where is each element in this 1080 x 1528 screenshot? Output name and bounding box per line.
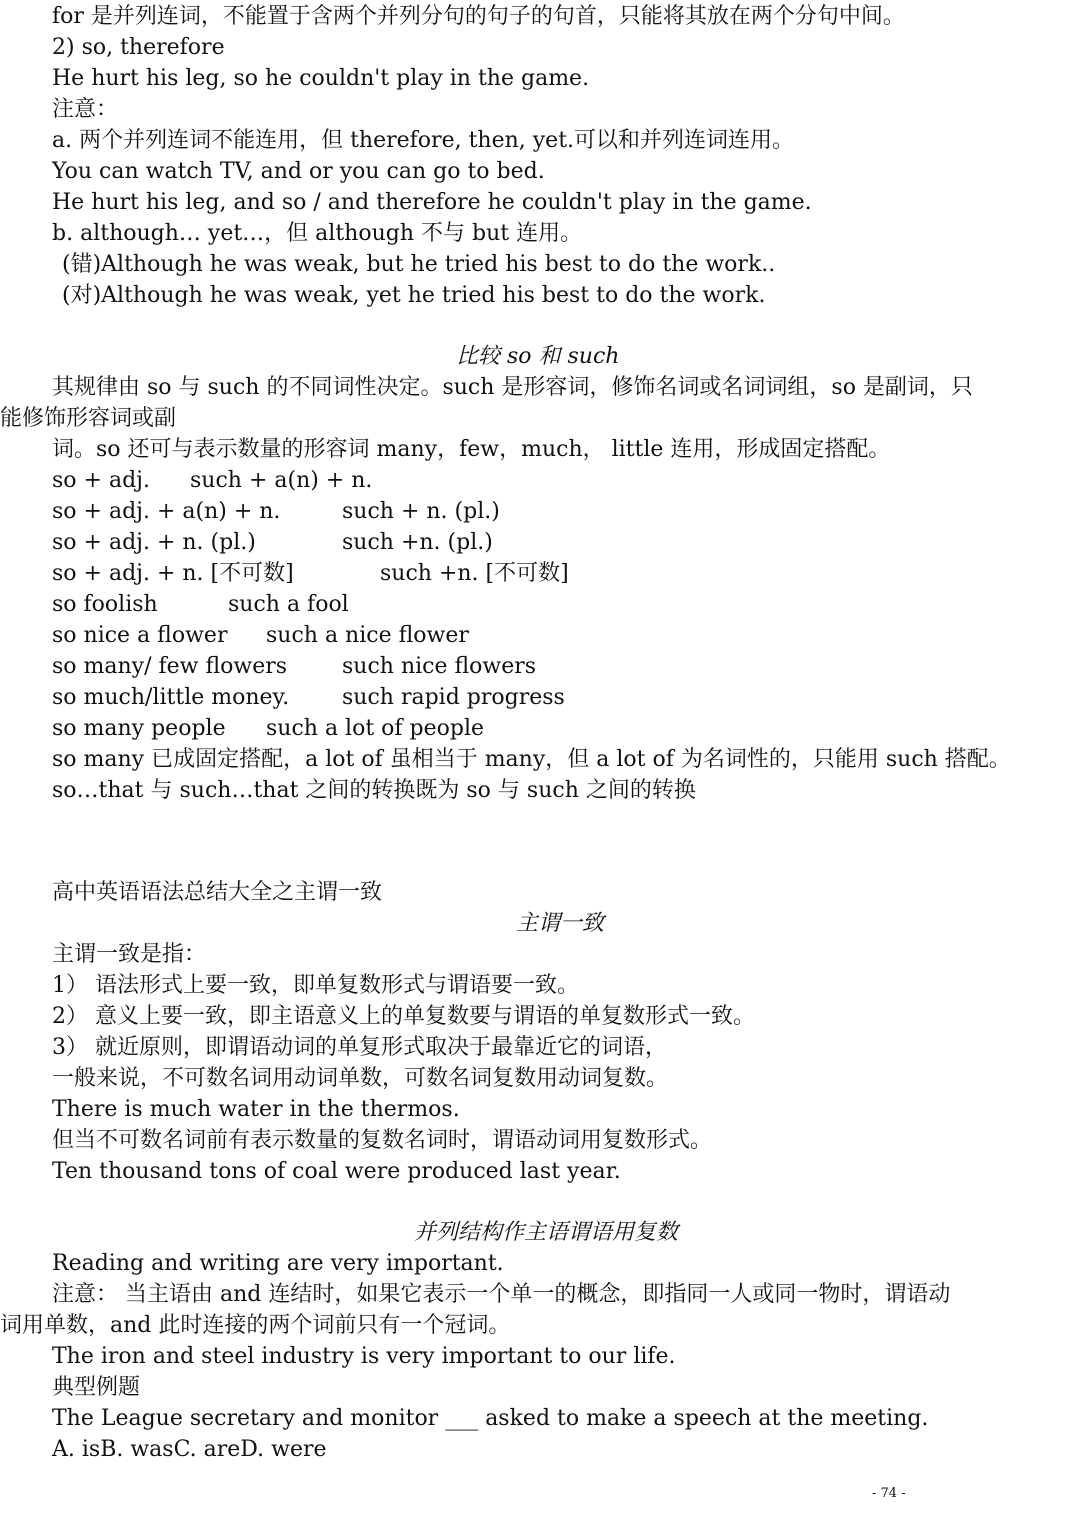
list-item: 3） 就近原则，即谓语动词的单复形式取决于最靠近它的词语， <box>52 1035 667 1060</box>
text-line: He hurt his leg, so he couldn't play in the game. <box>52 66 590 91</box>
example-correct: (对)Although he was weak, yet he tried his best to do the work. <box>62 283 766 308</box>
so-example: so many people <box>52 716 226 741</box>
text-line: 注意： <box>52 97 119 122</box>
so-example: so many/ few flowers <box>52 654 288 679</box>
page-number: - 74 - <box>872 1486 906 1501</box>
such-example: such a lot of people <box>266 716 485 741</box>
note-line: 注意： 当主语由 and 连结时，如果它表示一个单一的概念，即指同一人或同一物时，谓语动 <box>52 1282 951 1307</box>
paragraph-line: 词。so 还可与表示数量的形容词 many，few，much， little 连用，形成固定搭配。 <box>52 437 891 462</box>
such-pattern: such +n. [不可数] <box>380 561 569 586</box>
example-sentence: The iron and steel industry is very important to our life. <box>52 1344 676 1369</box>
section-title-parallel: 并列结构作主语谓语用复数 <box>414 1220 679 1245</box>
text-line: 2) so, therefore <box>52 35 225 60</box>
so-pattern: so + adj. <box>52 468 150 493</box>
subheading: 典型例题 <box>52 1375 141 1400</box>
so-example: so much/little money. <box>52 685 290 710</box>
example-sentence: There is much water in the thermos. <box>52 1097 460 1122</box>
list-item: 2） 意义上要一致，即主语意义上的单复数要与谓语的单复数形式一致。 <box>52 1004 755 1029</box>
paragraph-line: 能修饰形容词或副 <box>0 406 177 431</box>
so-example: so foolish <box>52 592 158 617</box>
text-line: for 是并列连词，不能置于含两个并列分句的句子的句首，只能将其放在两个分句中间。 <box>52 4 905 29</box>
section-title-so-such: 比较 so 和 such <box>456 344 620 369</box>
such-example: such rapid progress <box>342 685 565 710</box>
question-text: The League secretary and monitor ___ asked to make a speech at the meeting. <box>52 1406 929 1431</box>
text-line: You can watch TV, and or you can go to bed. <box>52 159 545 184</box>
chapter-heading: 高中英语语法总结大全之主谓一致 <box>52 880 383 905</box>
text-line: He hurt his leg, and so / and therefore he couldn't play in the game. <box>52 190 812 215</box>
example-sentence: Ten thousand tons of coal were produced last year. <box>52 1159 621 1184</box>
note-line: so many 已成固定搭配，a lot of 虽相当于 many，但 a lot of 为名词性的，只能用 such 搭配。 <box>52 747 1011 772</box>
so-pattern: so + adj. + a(n) + n. <box>52 499 281 524</box>
note-line: so…that 与 such…that 之间的转换既为 so 与 such 之间的转换 <box>52 778 696 803</box>
answer-options: A. isB. wasC. areD. were <box>52 1437 327 1462</box>
note-line: 词用单数，and 此时连接的两个词前只有一个冠词。 <box>0 1313 511 1338</box>
section-title-agreement: 主谓一致 <box>516 911 605 936</box>
such-pattern: such + a(n) + n. <box>190 468 373 493</box>
such-example: such a fool <box>228 592 349 617</box>
so-pattern: so + adj. + n. [不可数] <box>52 561 294 586</box>
such-pattern: such + n. (pl.) <box>342 499 500 524</box>
example-sentence: Reading and writing are very important. <box>52 1251 504 1276</box>
list-item: 1） 语法形式上要一致，即单复数形式与谓语要一致。 <box>52 973 579 998</box>
text-line: 一般来说，不可数名词用动词单数，可数名词复数用动词复数。 <box>52 1066 669 1091</box>
such-example: such nice flowers <box>342 654 537 679</box>
text-line: 但当不可数名词前有表示数量的复数名词时，谓语动词用复数形式。 <box>52 1128 713 1153</box>
so-pattern: so + adj. + n. (pl.) <box>52 530 256 555</box>
so-example: so nice a flower <box>52 623 228 648</box>
such-example: such a nice flower <box>266 623 469 648</box>
text-line: a. 两个并列连词不能连用，但 therefore, then, yet.可以和并列连词连用。 <box>52 128 795 153</box>
text-line: 主谓一致是指： <box>52 942 207 967</box>
text-line: b. although… yet…，但 although 不与 but 连用。 <box>52 221 583 246</box>
example-wrong: (错)Although he was weak, but he tried his best to do the work.. <box>62 252 776 277</box>
paragraph-line: 其规律由 so 与 such 的不同词性决定。such 是形容词，修饰名词或名词词组，so 是副词，只 <box>52 375 973 400</box>
such-pattern: such +n. (pl.) <box>342 530 493 555</box>
